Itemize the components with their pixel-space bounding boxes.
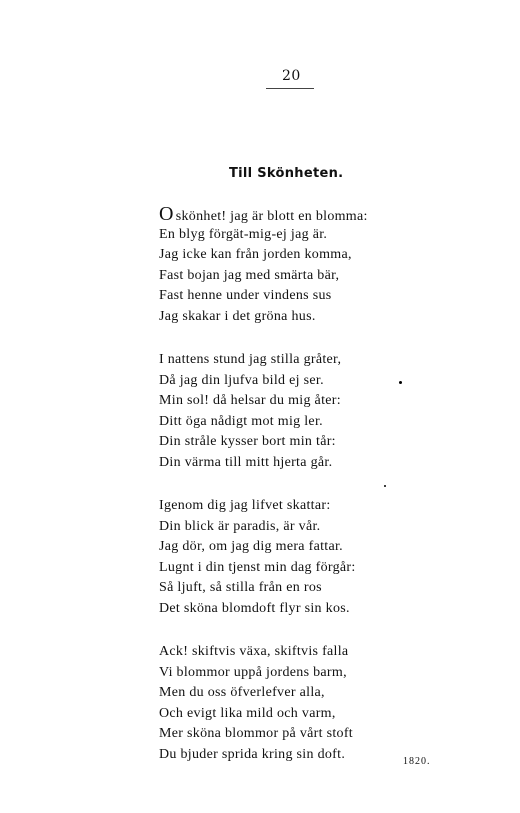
poem-line: Din stråle kysser bort min tår:	[159, 434, 336, 449]
stanza-2	[159, 350, 419, 473]
poem-line: Ditt öga nådigt mot mig ler.	[159, 413, 323, 429]
poem-line: Men du oss öfverlefver alla,	[159, 685, 325, 700]
drop-cap: O	[159, 203, 174, 225]
poem-line-text: skönhet! jag är blott en blomma:	[175, 209, 368, 224]
ink-speck	[384, 485, 386, 487]
poem-line: Fast bojan jag med smärta bär,	[159, 267, 340, 283]
poem-line: Din blick är paradis, är vår.	[159, 518, 321, 534]
page-number-rule	[266, 88, 314, 89]
poem-line: Då jag din ljufva bild ej ser.	[159, 372, 324, 388]
poem-line: Lugnt i din tjenst min dag förgår:	[159, 559, 356, 575]
poem-line: Din värma till mitt hjerta går.	[159, 454, 333, 470]
poem-line: Min sol! då helsar du mig åter:	[159, 393, 341, 408]
poem-line: Du bjuder sprida kring sin doft.	[159, 746, 346, 762]
poem-line: I nattens stund jag stilla gråter,	[159, 352, 342, 367]
poem-line: Jag icke kan från jorden komma,	[159, 247, 352, 262]
poem-line: Mer sköna blommor på vårt stoft	[159, 726, 353, 741]
stanza-1	[159, 204, 419, 327]
poem-title: Till Skönheten.	[229, 166, 344, 181]
ink-speck	[399, 381, 402, 384]
poem-line: Fast henne under vindens sus	[159, 288, 332, 303]
stanza-4	[159, 642, 419, 765]
poem-line: Jag dör, om jag dig mera fattar.	[159, 539, 343, 554]
poem-line: Jag skakar i det gröna hus.	[159, 308, 316, 324]
poem-line: Ack! skiftvis växa, skiftvis falla	[159, 644, 349, 659]
poem-line: Vi blommor uppå jordens barm,	[159, 664, 347, 680]
page-number: 20	[282, 68, 301, 84]
poem-line: Igenom dig jag lifvet skattar:	[159, 498, 331, 513]
poem-line: Och evigt lika mild och varm,	[159, 705, 336, 721]
poem-date: 1820.	[403, 756, 431, 767]
poem-line: Det sköna blomdoft flyr sin kos.	[159, 600, 350, 616]
stanza-3	[159, 496, 419, 619]
poem-line: Så ljuft, så stilla från en ros	[159, 580, 322, 595]
poem-body	[159, 204, 419, 788]
poem-line	[159, 204, 419, 225]
poem-line: En blyg förgät-mig-ej jag är.	[159, 226, 328, 242]
